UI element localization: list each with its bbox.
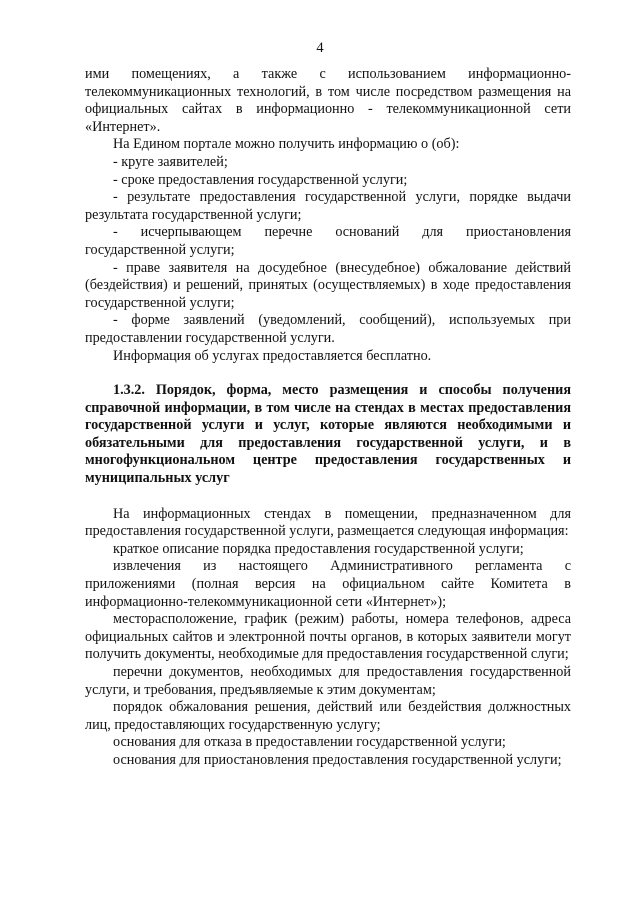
list-item: краткое описание порядка предоставления государственной услуги;: [113, 540, 524, 557]
spacer: [85, 488, 571, 506]
page-number: 4: [316, 40, 324, 56]
list-item: - круге заявителей;: [113, 153, 228, 170]
list-item: месторасположение, график (режим) работы, номера телефонов, адреса официальных сайтов и электронной почты органов, в которых заявители могут получить документы, необходимые для предоставления государственной слуги;: [85, 611, 571, 663]
list-item: порядок обжалования решения, действий или бездействия должностных лиц, предоставляющих государственную услугу;: [85, 699, 571, 733]
paragraph: ими помещениях, а также с использованием информационно-телекоммуникационных технологий, в том числе посредством размещения на официальных сайтах в информационно - телекоммуникационной сети «Интернет».: [85, 66, 571, 135]
list-item: основания для отказа в предоставлении государственной услуги;: [113, 734, 506, 751]
list-item: - результате предоставления государственной услуги, порядке выдачи результата государственной услуги;: [85, 189, 571, 223]
document-body: [85, 66, 571, 770]
paragraph: Информация об услугах предоставляется бесплатно.: [113, 347, 432, 364]
paragraph: На Едином портале можно получить информацию о (об):: [113, 136, 460, 153]
list-item: основания для приостановления предоставления государственной услуги;: [113, 751, 562, 768]
section-heading: 1.3.2. Порядок, форма, место размещения и способы получения справочной информации, в том числе на стендах в местах предоставления государственной услуги и услуг, которые являются необходимыми и обязательными для предоставления государственной услуги, и в многофункциональном центре предоставления государственных и муниципальных услуг: [85, 382, 571, 487]
list-item: - праве заявителя на досудебное (внесудебное) обжалование действий (бездействия) и решений, принятых (осуществляемых) в ходе предоставления государственной услуги;: [85, 259, 571, 311]
list-item: перечни документов, необходимых для предоставления государственной услуги, и требования, предъявляемые к этим документам;: [85, 664, 571, 698]
list-item: - форме заявлений (уведомлений, сообщений), используемых при предоставлении государственной услуги.: [85, 312, 571, 346]
paragraph: На информационных стендах в помещении, предназначенном для предоставления государственной услуги, размещается следующая информация:: [85, 505, 571, 540]
list-item: - сроке предоставления государственной услуги;: [113, 171, 408, 188]
list-item: извлечения из настоящего Административного регламента с приложениями (полная версия на официальном сайте Комитета в информационно-телекоммуникационной сети «Интернет»);: [85, 558, 571, 610]
list-item: - исчерпывающем перечне оснований для приостановления государственной услуги;: [85, 224, 571, 258]
